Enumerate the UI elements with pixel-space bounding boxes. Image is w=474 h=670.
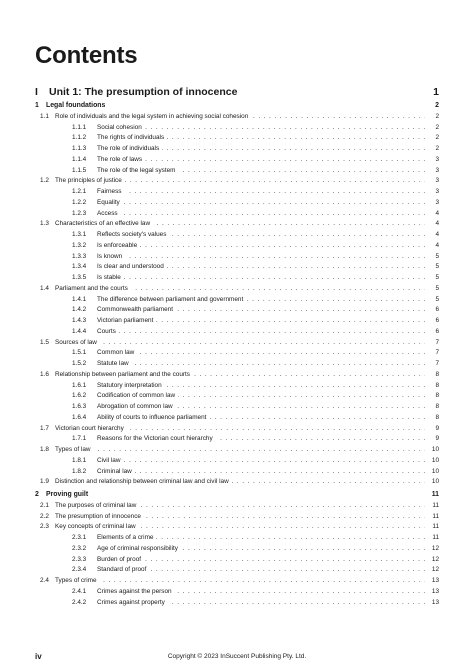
toc-entry-title: Burden of proof . . .: [97, 555, 425, 566]
toc-entry-title: Types of law . . .: [55, 445, 425, 456]
toc-entry-page: 5: [435, 284, 439, 292]
toc-entry-page: 3: [435, 198, 439, 206]
toc-entry-page: 12: [431, 555, 439, 563]
toc-entry-title: The presumption of innocence . . .: [55, 512, 425, 523]
toc-entry-title: Relationship between parliament and the courts . . .: [55, 370, 425, 381]
toc-entry-page: 3: [435, 188, 439, 195]
toc-entry-page: 11: [432, 534, 439, 541]
toc-subsection[interactable]: [35, 123, 439, 134]
toc-entry-number: 1.5.2: [72, 360, 87, 367]
toc-entry-number: 1.8.2: [72, 467, 87, 475]
toc-entry-title: Fairness . . .: [97, 187, 425, 198]
toc-entry-page: 9: [435, 424, 439, 432]
toc-entry-page: 2: [435, 112, 439, 120]
toc-entry-title: The principles of justice . . .: [55, 176, 425, 187]
toc-entry-title: Key concepts of criminal law . . .: [55, 522, 425, 533]
toc-entry-title: The difference between parliament and government . . .: [97, 295, 425, 306]
copyright-notice: Copyright © 2023 InSuccent Publishing Pty. Ltd.: [167, 653, 307, 660]
toc-entry-number: 1.4.1: [72, 295, 87, 303]
toc-entry-title: Is known . . .: [97, 252, 425, 263]
toc-entry-page: 7: [435, 349, 439, 357]
toc-entry-number: 2.4.2: [72, 598, 87, 606]
toc-entry-page: 7: [435, 360, 439, 367]
toc-entry-number: 1.3.2: [72, 241, 87, 249]
toc-subsection[interactable]: [35, 327, 439, 338]
toc-entry-title: The purposes of criminal law . . .: [55, 501, 425, 512]
toc-entry-number: 1.1.5: [72, 166, 87, 174]
toc-entry-title: The role of individuals . . .: [97, 144, 425, 155]
toc-entry-number: 1.2.1: [72, 188, 87, 195]
toc-entry-title: Crimes against the person . . .: [97, 587, 425, 598]
page-title: Contents: [35, 42, 138, 69]
toc-entry-page: 5: [435, 263, 439, 271]
toc-entry-page: 13: [431, 577, 439, 584]
toc-entry-number: 1.6: [40, 370, 49, 378]
toc-entry-title: Courts . . .: [97, 327, 425, 338]
toc-entry-page: 10: [431, 478, 439, 486]
toc-entry-number: 1.2.2: [72, 198, 87, 206]
toc-entry-page: 4: [435, 209, 439, 217]
toc-entry-title: Victorian court hierarchy . . .: [55, 424, 425, 435]
toc-subsection[interactable]: [35, 434, 439, 445]
toc-entry-number: 1.3.1: [72, 231, 87, 238]
toc-entry-title: Elements of a crime . . .: [97, 533, 425, 544]
toc-entry-number: 2.4: [40, 577, 49, 584]
toc-subsection[interactable]: [35, 198, 439, 209]
toc-entry-number: 1.2: [40, 177, 49, 185]
toc-entry-title: Age of criminal responsibility . . .: [97, 544, 425, 555]
toc-entry-number: 1: [35, 102, 39, 109]
toc-entry-page: 8: [435, 392, 439, 400]
toc-section[interactable]: [35, 522, 439, 533]
toc-entry-title: Parliament and the courts . . .: [55, 284, 425, 295]
toc-entry-number: 1.6.1: [72, 381, 87, 389]
toc-section[interactable]: [35, 284, 439, 295]
toc-entry-title: Reflects society's values . . .: [97, 230, 425, 241]
toc-subsection[interactable]: [35, 533, 439, 544]
toc-entry-number: 1.1: [40, 112, 49, 120]
toc-entry-title: The role of laws . . .: [97, 155, 425, 166]
toc-entry-number: 2.2: [40, 512, 49, 520]
toc-entry-title: Is stable . . .: [97, 273, 425, 284]
toc-entry-number: 1.5: [40, 338, 49, 346]
toc-entry-title: The rights of individuals . . .: [97, 133, 425, 144]
toc-entry-page: 7: [435, 338, 439, 346]
toc-part-heading: [35, 86, 439, 100]
toc-entry-page: 10: [431, 456, 439, 464]
toc-entry-page: 10: [431, 446, 439, 453]
toc-subsection[interactable]: [35, 316, 439, 327]
toc-subsection[interactable]: [35, 241, 439, 252]
toc-entry-number: 2: [35, 491, 39, 498]
toc-entry-page: 6: [435, 306, 439, 314]
toc-entry-number: 1.3.5: [72, 274, 87, 281]
toc-entry-number: 1.9: [40, 478, 49, 486]
toc-section[interactable]: [35, 219, 439, 230]
toc-subsection[interactable]: [35, 413, 439, 424]
toc-subsection[interactable]: [35, 144, 439, 155]
toc-subsection[interactable]: [35, 391, 439, 402]
toc-entry-title: Abrogation of common law . . .: [97, 402, 425, 413]
toc-entry-title: Victorian parliament . . .: [97, 316, 425, 327]
toc-entry-number: 1.1.3: [72, 145, 87, 152]
toc-subsection[interactable]: [35, 252, 439, 263]
toc-entry-page: 11: [431, 491, 439, 498]
toc-entry-number: 1.4.3: [72, 317, 87, 324]
toc-entry-title: Standard of proof . . .: [97, 565, 425, 576]
toc-subsection[interactable]: [35, 166, 439, 177]
toc-section[interactable]: [35, 176, 439, 187]
toc-entry-number: 2.3.4: [72, 566, 87, 574]
toc-subsection[interactable]: [35, 555, 439, 566]
toc-entry-page: 8: [435, 370, 439, 378]
toc-entry-number: 1.2.3: [72, 209, 87, 217]
toc-entry-number: 1.4.4: [72, 327, 87, 335]
toc-entry-page: 5: [435, 252, 439, 260]
toc-entry-page: 3: [435, 155, 439, 163]
toc-entry-page: 11: [432, 523, 439, 531]
toc-entry-number: 1.1.4: [72, 155, 87, 163]
toc-entry-title: Access . . .: [97, 209, 425, 220]
toc-entry-number: 1.8.1: [72, 456, 87, 464]
toc-entry-page: 8: [435, 413, 439, 421]
toc-subsection[interactable]: [35, 598, 439, 609]
toc-entry-title: Codification of common law . . .: [97, 391, 425, 402]
toc-section[interactable]: [35, 338, 439, 349]
toc-entry-page: 3: [435, 177, 439, 185]
toc-entry-number: 1.3: [40, 220, 49, 228]
toc-entry-number: 2.4.1: [72, 587, 87, 595]
toc-entry-page: 4: [435, 220, 439, 228]
toc-entry-page: 2: [435, 123, 439, 131]
toc-entry-page: 13: [431, 587, 439, 595]
toc-subsection[interactable]: [35, 187, 439, 198]
toc-entry-page: 8: [435, 403, 439, 410]
toc-section[interactable]: [35, 477, 439, 488]
toc-chapter[interactable]: [35, 490, 439, 501]
toc-entry-title: Types of crime . . .: [55, 576, 425, 587]
toc-subsection[interactable]: [35, 209, 439, 220]
toc-entry-page: 4: [435, 241, 439, 249]
toc-entry-title: Civil law . . .: [97, 456, 425, 467]
toc-subsection[interactable]: [35, 565, 439, 576]
toc-entry-page: 10: [431, 467, 439, 475]
toc-entry-title: Commonwealth parliament . . .: [97, 305, 425, 316]
toc-entry-number: 2.1: [40, 501, 49, 509]
table-of-contents: [35, 101, 439, 608]
toc-entry-title: Is enforceable . . .: [97, 241, 425, 252]
toc-entry-page: 9: [435, 435, 439, 443]
toc-subsection[interactable]: [35, 381, 439, 392]
toc-entry-page: 2: [435, 102, 439, 109]
toc-entry-page: 8: [435, 381, 439, 389]
toc-entry-number: 2.3.1: [72, 534, 87, 541]
toc-entry-title: Equality . . .: [97, 198, 425, 209]
toc-subsection[interactable]: [35, 348, 439, 359]
toc-section[interactable]: [35, 512, 439, 523]
toc-entry-page: 2: [435, 145, 439, 152]
toc-entry-page: 11: [432, 501, 439, 509]
toc-subsection[interactable]: [35, 456, 439, 467]
toc-subsection[interactable]: [35, 587, 439, 598]
toc-entry-number: 1.8: [40, 446, 49, 453]
toc-section[interactable]: [35, 424, 439, 435]
toc-entry-title: Legal foundations: [46, 101, 425, 112]
toc-entry-title: Proving guilt: [46, 490, 425, 501]
toc-entry-page: 5: [435, 274, 439, 281]
toc-entry-number: 1.6.4: [72, 413, 87, 421]
toc-entry-title: Common law . . .: [97, 348, 425, 359]
toc-entry-page: 12: [431, 544, 439, 552]
toc-entry-number: 1.6.2: [72, 392, 87, 400]
toc-entry-title: The role of the legal system . . .: [97, 166, 425, 177]
toc-subsection[interactable]: [35, 295, 439, 306]
toc-subsection[interactable]: [35, 230, 439, 241]
toc-subsection[interactable]: [35, 305, 439, 316]
toc-subsection[interactable]: [35, 262, 439, 273]
toc-entry-number: 1.5.1: [72, 349, 87, 357]
toc-entry-number: 1.7.1: [72, 435, 87, 443]
toc-entry-number: 1.4: [40, 284, 49, 292]
toc-entry-page: 4: [435, 231, 439, 238]
page-number: iv: [35, 652, 42, 661]
toc-section[interactable]: [35, 576, 439, 587]
toc-entry-title: Social cohesion . . .: [97, 123, 425, 134]
toc-entry-page: 3: [435, 166, 439, 174]
toc-entry-title: Characteristics of an effective law . . .: [55, 219, 425, 230]
toc-subsection[interactable]: [35, 544, 439, 555]
toc-entry-number: 2.3: [40, 523, 49, 531]
toc-entry-title: Statute law . . .: [97, 359, 425, 370]
toc-subsection[interactable]: [35, 133, 439, 144]
toc-subsection[interactable]: [35, 155, 439, 166]
toc-chapter[interactable]: [35, 101, 439, 112]
toc-section[interactable]: [35, 112, 439, 123]
toc-entry-number: 2.3.2: [72, 544, 87, 552]
toc-entry-page: 5: [435, 295, 439, 303]
toc-entry-title: Reasons for the Victorian court hierarchy . . .: [97, 434, 425, 445]
toc-section[interactable]: [35, 445, 439, 456]
toc-entry-number: 1.6.3: [72, 403, 87, 410]
toc-entry-number: 1.1.2: [72, 134, 87, 142]
toc-entry-title: Distinction and relationship between criminal law and civil law . . .: [55, 477, 425, 488]
toc-entry-page: 13: [431, 598, 439, 606]
toc-entry-title: Role of individuals and the legal system in achieving social cohesion . . .: [55, 112, 425, 123]
toc-section[interactable]: [35, 501, 439, 512]
part-number: I: [35, 86, 38, 98]
toc-entry-title: Crimes against property . . .: [97, 598, 425, 609]
toc-section[interactable]: [35, 370, 439, 381]
toc-entry-number: 1.3.4: [72, 263, 87, 271]
toc-entry-page: 12: [431, 566, 439, 574]
part-page: 1: [433, 86, 439, 98]
toc-entry-number: 1.1.1: [72, 123, 87, 131]
toc-entry-page: 2: [435, 134, 439, 142]
toc-entry-title: Sources of law . . .: [55, 338, 425, 349]
toc-entry-title: Ability of courts to influence parliament . . .: [97, 413, 425, 424]
toc-entry-page: 11: [432, 512, 439, 520]
toc-entry-page: 6: [435, 317, 439, 324]
toc-subsection[interactable]: [35, 467, 439, 478]
toc-entry-title: Statutory interpretation . . .: [97, 381, 425, 392]
toc-entry-number: 1.4.2: [72, 306, 87, 314]
part-title: Unit 1: The presumption of innocence: [49, 86, 238, 98]
toc-entry-number: 2.3.3: [72, 555, 87, 563]
toc-entry-number: 1.7: [40, 424, 49, 432]
toc-entry-page: 6: [435, 327, 439, 335]
toc-entry-number: 1.3.3: [72, 252, 87, 260]
toc-entry-title: Criminal law . . .: [97, 467, 425, 478]
toc-entry-title: Is clear and understood . . .: [97, 262, 425, 273]
toc-subsection[interactable]: [35, 359, 439, 370]
toc-subsection[interactable]: [35, 273, 439, 284]
toc-subsection[interactable]: [35, 402, 439, 413]
